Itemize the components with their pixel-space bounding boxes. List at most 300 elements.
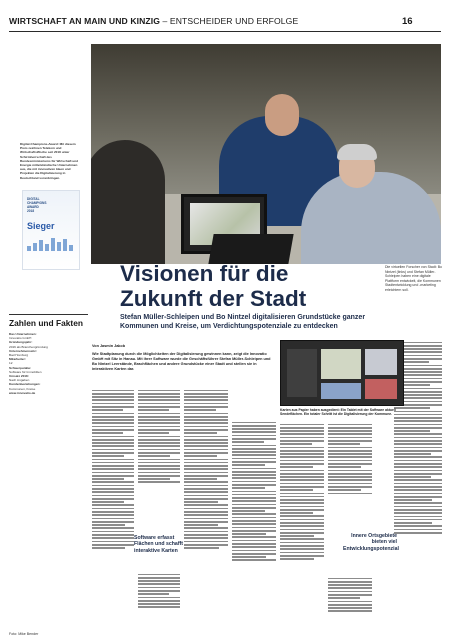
facts-divider bbox=[9, 314, 88, 315]
text-line bbox=[138, 587, 180, 589]
award-caption: Digital-Champions-Award: Mit diesem Preis zeichnen Telekom und WirtschaftsWoche seit 2018 unter Schirmherrschaft des Bundesministeriums für Wirtschaft und Energie mittelständische Unternehmen aus, die mit innovativen Ideen und Projekten die Digitalisierung in Deutschland voranbringen. bbox=[20, 142, 79, 180]
text-line bbox=[138, 600, 180, 602]
text-line bbox=[232, 550, 276, 552]
text-line bbox=[138, 455, 170, 457]
text-line bbox=[184, 413, 228, 415]
text-line bbox=[328, 440, 372, 442]
text-line bbox=[328, 456, 372, 458]
text-line bbox=[328, 610, 372, 612]
text-line bbox=[280, 519, 324, 521]
text-line bbox=[92, 465, 134, 467]
text-line bbox=[138, 399, 180, 401]
text-line bbox=[280, 473, 324, 475]
text-line bbox=[394, 502, 442, 504]
text-line bbox=[232, 431, 276, 433]
text-line bbox=[280, 515, 324, 517]
text-line bbox=[92, 534, 134, 536]
text-line bbox=[328, 594, 372, 596]
body-column-6 bbox=[328, 422, 372, 530]
text-line bbox=[184, 403, 228, 405]
text-line bbox=[138, 475, 180, 477]
section-title-sub: – ENTSCHEIDER UND ERFOLGE bbox=[162, 16, 299, 26]
text-line bbox=[92, 419, 134, 421]
text-line bbox=[280, 437, 324, 439]
pull-quote-1: Software erfasst Flächen und schafft interaktive Karten bbox=[134, 535, 183, 554]
text-line bbox=[232, 559, 276, 561]
text-line bbox=[280, 447, 324, 449]
text-line bbox=[394, 516, 442, 518]
text-line bbox=[280, 542, 324, 544]
text-line bbox=[394, 417, 442, 419]
text-line bbox=[138, 606, 180, 608]
text-line bbox=[394, 509, 442, 511]
text-line bbox=[92, 393, 134, 395]
text-line bbox=[184, 393, 228, 395]
text-line bbox=[232, 520, 276, 522]
text-line bbox=[394, 433, 442, 435]
section-title-main: WIRTSCHAFT AN MAIN UND KINZIG bbox=[9, 16, 161, 26]
text-line bbox=[92, 468, 134, 470]
text-line bbox=[232, 445, 276, 447]
text-line bbox=[92, 459, 134, 461]
text-line bbox=[394, 479, 442, 481]
text-line bbox=[92, 472, 134, 474]
text-line bbox=[138, 583, 180, 585]
main-photo bbox=[91, 44, 441, 264]
text-line bbox=[92, 455, 124, 457]
text-line bbox=[184, 462, 228, 464]
text-line bbox=[138, 393, 180, 395]
text-line bbox=[184, 495, 228, 497]
text-line bbox=[92, 508, 134, 510]
text-line bbox=[328, 581, 372, 583]
text-line bbox=[328, 450, 372, 452]
laptop bbox=[208, 234, 293, 264]
text-line bbox=[394, 519, 442, 521]
text-line bbox=[328, 437, 372, 439]
text-line bbox=[138, 590, 180, 592]
photo-caption: Die virtuellen Forscher von Stadt: Bo Nintzel (links) und Stefan Müller-Schleipen haben eine digitale Plattform entwickelt, die Kommunen Stadtentwicklung und -marketing erleichtern soll. bbox=[385, 265, 442, 292]
text-line bbox=[92, 429, 134, 431]
text-line bbox=[328, 489, 361, 491]
text-line bbox=[232, 500, 276, 502]
body-text-lines bbox=[138, 390, 180, 484]
text-line bbox=[232, 540, 276, 542]
text-line bbox=[232, 517, 276, 519]
text-line bbox=[92, 511, 134, 513]
text-line bbox=[184, 399, 228, 401]
body-column-3 bbox=[184, 388, 228, 630]
badge-text: DIGITAL CHAMPIONS AWARD 2018 bbox=[27, 197, 47, 213]
text-line bbox=[92, 527, 134, 529]
text-line bbox=[184, 472, 228, 474]
text-line bbox=[394, 437, 442, 439]
author-line: Von Jasmin Jakob bbox=[92, 344, 126, 348]
text-line bbox=[92, 547, 125, 549]
text-line bbox=[138, 452, 180, 454]
text-line bbox=[280, 424, 324, 426]
text-line bbox=[280, 532, 324, 534]
text-line bbox=[184, 445, 228, 447]
text-line bbox=[232, 454, 276, 456]
text-line bbox=[232, 464, 265, 466]
text-line bbox=[280, 522, 324, 524]
text-line bbox=[138, 439, 180, 441]
text-line bbox=[394, 525, 442, 527]
text-line bbox=[184, 481, 228, 483]
text-line bbox=[280, 509, 324, 511]
text-line bbox=[280, 506, 324, 508]
text-line bbox=[394, 470, 442, 472]
text-line bbox=[328, 476, 372, 478]
text-line bbox=[92, 426, 134, 428]
text-line bbox=[232, 481, 276, 483]
text-line bbox=[328, 483, 372, 485]
text-line bbox=[92, 485, 134, 487]
text-line bbox=[184, 498, 228, 500]
facts-list: Das Unternehmen: Innovatio GmbH Gründungsjahr: 2016 als Branchengründung Unternehmenssitz: Bad Homburg Mitarbeiter: 12 Schwerpunkte: Software für Immobilien Umsatz 2018: Nach Angaben Kundenbeziehungen: Kommunen, Kreise www.innovatio.de bbox=[9, 332, 87, 395]
text-line bbox=[184, 485, 228, 487]
text-line bbox=[138, 603, 180, 605]
text-line bbox=[232, 422, 276, 424]
text-line bbox=[138, 462, 180, 464]
text-line bbox=[184, 432, 217, 434]
text-line bbox=[394, 499, 432, 501]
text-line bbox=[184, 527, 228, 529]
text-line bbox=[328, 578, 372, 580]
text-line bbox=[232, 497, 276, 499]
text-line bbox=[184, 449, 228, 451]
text-line bbox=[328, 479, 372, 481]
text-line bbox=[328, 460, 372, 462]
award-badge bbox=[22, 190, 80, 270]
text-line bbox=[92, 501, 124, 503]
text-line bbox=[232, 428, 276, 430]
text-line bbox=[328, 607, 372, 609]
text-line bbox=[280, 499, 324, 501]
website-link[interactable]: www.innovatio.de bbox=[9, 390, 36, 395]
text-line bbox=[92, 442, 134, 444]
text-line bbox=[184, 524, 218, 526]
text-line bbox=[394, 493, 442, 495]
text-line bbox=[394, 532, 442, 534]
body-text-lines bbox=[184, 390, 228, 549]
text-line bbox=[328, 427, 372, 429]
text-line bbox=[280, 558, 314, 560]
text-line bbox=[394, 450, 442, 452]
text-line bbox=[394, 512, 442, 514]
text-line bbox=[138, 413, 180, 415]
text-line bbox=[232, 448, 276, 450]
text-line bbox=[280, 545, 324, 547]
page-number: 16 bbox=[402, 16, 413, 27]
text-line bbox=[232, 510, 265, 512]
text-line bbox=[232, 530, 276, 532]
text-line bbox=[394, 529, 442, 531]
text-line bbox=[92, 452, 134, 454]
text-line bbox=[394, 466, 442, 468]
text-line bbox=[394, 473, 442, 475]
text-line bbox=[280, 479, 324, 481]
text-line bbox=[92, 445, 134, 447]
text-line bbox=[184, 390, 228, 392]
text-line bbox=[92, 498, 134, 500]
text-line bbox=[328, 470, 372, 472]
text-line bbox=[232, 487, 265, 489]
text-line bbox=[280, 548, 324, 550]
text-line bbox=[184, 511, 228, 513]
text-line bbox=[280, 496, 324, 498]
body-column-2 bbox=[138, 388, 180, 533]
text-line bbox=[232, 458, 276, 460]
text-line bbox=[138, 406, 180, 408]
text-line bbox=[394, 456, 442, 458]
text-line bbox=[280, 552, 324, 554]
text-line bbox=[394, 447, 442, 449]
text-line bbox=[92, 422, 134, 424]
text-line bbox=[232, 484, 276, 486]
text-line bbox=[394, 483, 442, 485]
text-line bbox=[184, 534, 228, 536]
text-line bbox=[92, 439, 134, 441]
text-line bbox=[138, 419, 180, 421]
text-line bbox=[92, 413, 134, 415]
text-line bbox=[280, 476, 324, 478]
text-line bbox=[394, 489, 442, 491]
text-line bbox=[232, 513, 276, 515]
text-line bbox=[394, 460, 442, 462]
text-line bbox=[280, 427, 324, 429]
text-line bbox=[184, 459, 228, 461]
text-line bbox=[280, 460, 324, 462]
text-line bbox=[184, 478, 217, 480]
body-column-2b bbox=[138, 572, 180, 630]
text-line bbox=[232, 451, 276, 453]
person-seated bbox=[301, 172, 441, 264]
text-line bbox=[394, 506, 442, 508]
text-line bbox=[138, 577, 180, 579]
text-line bbox=[232, 474, 276, 476]
text-line bbox=[280, 430, 324, 432]
text-line bbox=[92, 491, 134, 493]
text-line bbox=[184, 537, 228, 539]
text-line bbox=[138, 593, 169, 595]
text-line bbox=[328, 473, 372, 475]
text-line bbox=[280, 463, 324, 465]
body-text-lines bbox=[328, 424, 372, 495]
text-line bbox=[394, 496, 442, 498]
text-line bbox=[232, 523, 276, 525]
text-line bbox=[328, 486, 372, 488]
body-text-lines bbox=[92, 390, 134, 549]
text-line bbox=[328, 597, 360, 599]
text-line bbox=[138, 409, 169, 411]
text-line bbox=[280, 529, 324, 531]
text-line bbox=[232, 468, 276, 470]
text-line bbox=[328, 430, 372, 432]
text-line bbox=[394, 424, 442, 426]
text-line bbox=[138, 449, 180, 451]
text-line bbox=[280, 512, 313, 514]
text-line bbox=[92, 488, 134, 490]
text-line bbox=[394, 522, 432, 524]
text-line bbox=[184, 409, 216, 411]
text-line bbox=[92, 504, 134, 506]
text-line bbox=[138, 472, 180, 474]
text-line bbox=[92, 390, 134, 392]
article-deck: Stefan Müller-Schleipen und Bo Nintzel digitalisieren Grundstücke ganzer Kommunen und Kreise, um Verdichtungspotenziale zu entdecken bbox=[120, 314, 366, 330]
text-line bbox=[92, 541, 134, 543]
text-line bbox=[92, 406, 134, 408]
text-line bbox=[280, 453, 324, 455]
text-line bbox=[394, 486, 442, 488]
section-title bbox=[9, 16, 298, 26]
text-line bbox=[92, 481, 134, 483]
text-line bbox=[92, 436, 134, 438]
text-line bbox=[138, 416, 180, 418]
text-line bbox=[138, 426, 180, 428]
text-line bbox=[232, 494, 276, 496]
text-line bbox=[138, 465, 180, 467]
text-line bbox=[184, 429, 228, 431]
text-line bbox=[394, 463, 442, 465]
body-text-lines bbox=[232, 422, 276, 562]
text-line bbox=[138, 390, 180, 392]
text-line bbox=[328, 433, 372, 435]
text-line bbox=[184, 541, 228, 543]
body-column-6b bbox=[328, 576, 372, 630]
text-line bbox=[280, 470, 324, 472]
facts-title: Zahlen und Fakten bbox=[9, 318, 83, 328]
text-line bbox=[394, 420, 442, 422]
text-line bbox=[184, 521, 228, 523]
text-line bbox=[394, 443, 442, 445]
text-line bbox=[232, 435, 276, 437]
text-line bbox=[92, 396, 134, 398]
photo-credit: Foto: Mike Bender bbox=[9, 632, 39, 636]
text-line bbox=[138, 580, 180, 582]
text-line bbox=[280, 502, 324, 504]
text-line bbox=[394, 427, 442, 429]
text-line bbox=[232, 527, 276, 529]
text-line bbox=[232, 471, 276, 473]
text-line bbox=[138, 478, 170, 480]
text-line bbox=[328, 604, 372, 606]
text-line bbox=[328, 463, 372, 465]
text-line bbox=[138, 422, 180, 424]
text-line bbox=[92, 518, 134, 520]
text-line bbox=[280, 525, 324, 527]
text-line bbox=[92, 478, 124, 480]
text-line bbox=[184, 488, 228, 490]
text-line bbox=[92, 514, 134, 516]
text-line bbox=[280, 466, 313, 468]
text-line bbox=[280, 486, 324, 488]
screenshot-caption: Karten aus Papier haben ausgedient: Ein Tablet mit der Software aktuell Sendeflächen. Ein totaler Schritt ist die Digitalisierung der Kommune. bbox=[280, 408, 396, 417]
body-text-lines bbox=[138, 574, 180, 609]
text-line bbox=[280, 450, 324, 452]
text-line bbox=[92, 416, 134, 418]
text-line bbox=[184, 475, 228, 477]
text-line bbox=[232, 536, 276, 538]
text-line bbox=[184, 426, 228, 428]
text-line bbox=[92, 399, 134, 401]
text-line bbox=[280, 493, 324, 495]
text-line bbox=[232, 438, 276, 440]
text-line bbox=[138, 468, 180, 470]
text-line bbox=[232, 425, 276, 427]
text-line bbox=[138, 432, 169, 434]
text-line bbox=[394, 430, 430, 432]
text-line bbox=[184, 547, 219, 549]
article-lead: Wie Stadtplanung durch die Möglichkeiten der Digitalisierung gewinnen kann, zeigt die Innovatio GmbH mit Sitz in Hanau. Mit ihrer Software wurde die Geschäftsführer Stefan Müller-Schleipen und Bo Nintzel Leerstände, Brachflächen und andere Grundstücke einer Stadt und stellen sie in interaktiven Karten dar. bbox=[92, 352, 271, 371]
text-line bbox=[280, 489, 313, 491]
text-line bbox=[92, 409, 123, 411]
text-line bbox=[92, 531, 134, 533]
text-line bbox=[394, 476, 431, 478]
text-line bbox=[328, 601, 372, 603]
text-line bbox=[232, 507, 276, 509]
pull-quote-2: Innere Ortsgebiete bieten viel Entwicklungspotenzial bbox=[343, 533, 399, 552]
text-line bbox=[92, 524, 125, 526]
text-line bbox=[232, 553, 276, 555]
body-column-4 bbox=[232, 420, 276, 630]
text-line bbox=[394, 440, 442, 442]
text-line bbox=[184, 504, 228, 506]
text-line bbox=[280, 440, 324, 442]
text-line bbox=[92, 449, 134, 451]
text-line bbox=[138, 574, 180, 576]
text-line bbox=[92, 432, 123, 434]
software-screenshot bbox=[280, 340, 404, 406]
text-line bbox=[280, 443, 312, 445]
badge-label: Sieger bbox=[27, 221, 55, 231]
text-line bbox=[328, 591, 372, 593]
text-line bbox=[280, 483, 324, 485]
text-line bbox=[92, 475, 134, 477]
text-line bbox=[280, 433, 324, 435]
text-line bbox=[138, 396, 180, 398]
text-line bbox=[232, 441, 264, 443]
badge-graphic bbox=[27, 237, 75, 251]
text-line bbox=[328, 453, 372, 455]
text-line bbox=[184, 514, 228, 516]
text-line bbox=[280, 535, 314, 537]
text-line bbox=[232, 504, 276, 506]
text-line bbox=[92, 462, 134, 464]
text-line bbox=[232, 477, 276, 479]
text-line bbox=[138, 459, 180, 461]
body-column-5 bbox=[280, 422, 324, 630]
text-line bbox=[232, 546, 276, 548]
text-line bbox=[280, 538, 324, 540]
text-line bbox=[184, 396, 228, 398]
text-line bbox=[328, 466, 361, 468]
text-line bbox=[280, 555, 324, 557]
article-headline: Visionen für die Zukunft der Stadt bbox=[120, 261, 307, 311]
text-line bbox=[232, 533, 266, 535]
text-line bbox=[184, 452, 228, 454]
text-line bbox=[184, 468, 228, 470]
text-line bbox=[328, 587, 372, 589]
text-line bbox=[138, 597, 180, 599]
text-line bbox=[138, 445, 180, 447]
body-text-lines bbox=[328, 578, 372, 613]
text-line bbox=[92, 403, 134, 405]
text-line bbox=[184, 406, 228, 408]
text-line bbox=[184, 439, 228, 441]
text-line bbox=[184, 508, 228, 510]
